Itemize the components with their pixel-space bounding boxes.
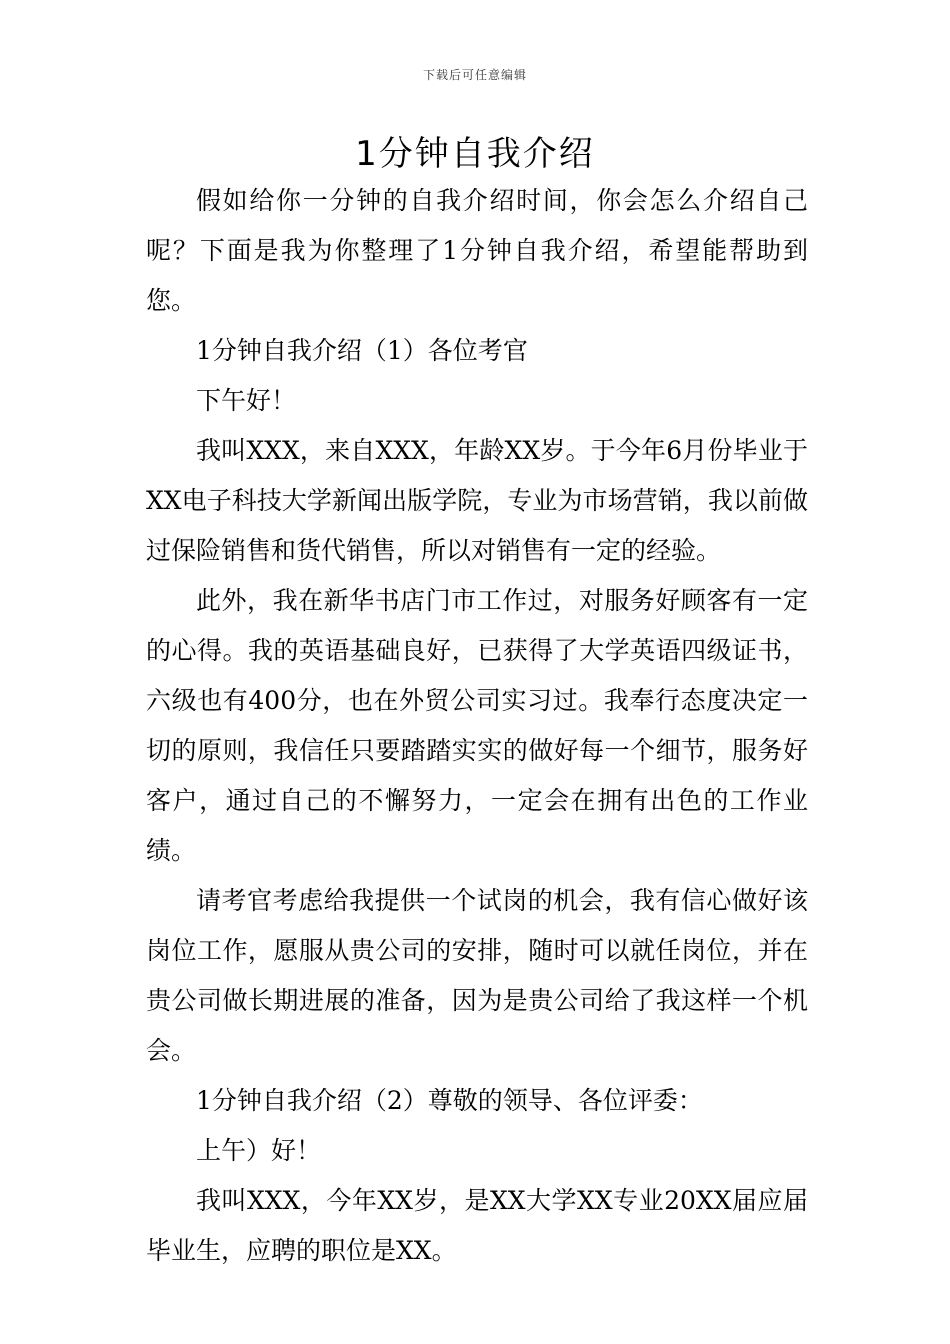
paragraph-request: 请考官考虑给我提供一个试岗的机会，我有信心做好该岗位工作，愿服从贵公司的安排，随时可以就任岗位，并在贵公司做长期进展的准备，因为是贵公司给了我这样一个机会。 bbox=[146, 886, 808, 1065]
paragraph-experience: 此外，我在新华书店门市工作过，对服务好顾客有一定的心得。我的英语基础良好，已获得了大学英语四级证书，六级也有400分，也在外贸公司实习过。我奉行态度决定一切的原则，我信任只要踏踏实实的做好每一个细节，服务好客户，通过自己的不懈努力，一定会在拥有出色的工作业绩。 bbox=[146, 586, 808, 865]
document-body bbox=[146, 176, 808, 1276]
paragraph-greeting-1: 下午好！ bbox=[196, 386, 297, 415]
paragraph-self-intro: 我叫XXX，今年XX岁，是XX大学XX专业20XX届应届毕业生，应聘的职位是XX。 bbox=[146, 1186, 808, 1265]
paragraph-section-2-heading: 1分钟自我介绍（2）尊敬的领导、各位评委： bbox=[196, 1086, 703, 1115]
document-title: 1分钟自我介绍 bbox=[355, 134, 595, 174]
paragraph-background: 我叫XXX，来自XXX，年龄XX岁。于今年6月份毕业于XX电子科技大学新闻出版学院，专业为市场营销，我以前做过保险销售和货代销售，所以对销售有一定的经验。 bbox=[146, 436, 808, 565]
header-note: 下载后可任意编辑 bbox=[422, 68, 527, 82]
paragraph-greeting-2: 上午）好！ bbox=[196, 1136, 322, 1165]
paragraph-intro: 假如给你一分钟的自我介绍时间，你会怎么介绍自己呢？下面是我为你整理了1分钟自我介绍，希望能帮助到您。 bbox=[146, 186, 808, 315]
paragraph-section-1-heading: 1分钟自我介绍（1）各位考官 bbox=[196, 336, 528, 365]
